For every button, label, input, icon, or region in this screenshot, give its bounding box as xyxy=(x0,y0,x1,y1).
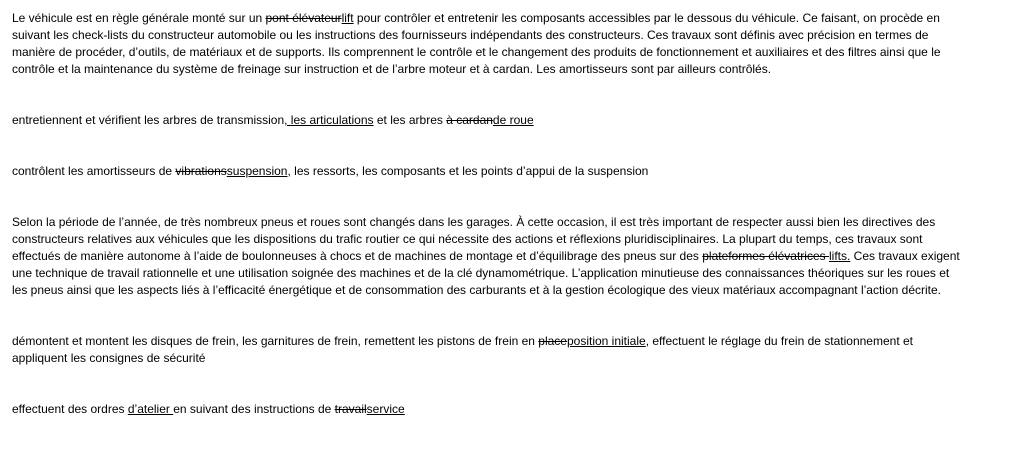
paragraph-brake-discs xyxy=(12,333,962,367)
body-text: , les ressorts, les composants et les points d’appui de la suspension xyxy=(287,164,649,178)
paragraph-intro-lift-inspection xyxy=(12,10,962,78)
paragraph-shock-absorbers xyxy=(12,163,962,180)
inserted-text: d’atelier xyxy=(127,402,174,416)
body-text: en suivant des instructions de xyxy=(173,402,335,416)
paragraph-tires-and-wheels xyxy=(12,214,962,299)
deleted-text: à cardan xyxy=(446,113,493,127)
deleted-text: vibrations xyxy=(175,164,227,178)
inserted-text: de roue xyxy=(492,113,534,127)
body-text: pour contrôler et entretenir les composants accessibles par le dessous du véhicule. Ce faisant, on procède en suivant les check-lists du constructeur automobile ou les instructions des fournisseurs indépendants des constructeurs. Ces travaux sont définis avec précision en termes de manière de procéder, d’outils, de matériaux et de supports. Ils comprennent le contrôle et le changement des produits de fonctionnement et auxiliaires et des filtres ainsi que le contrôle et la maintenance du système de freinage sur instruction et de l’arbre moteur et à cardan. Les amortisseurs sont par ailleurs contrôlés. xyxy=(12,11,944,76)
inserted-text: , les articulations xyxy=(284,113,374,127)
deleted-text: place xyxy=(538,334,567,348)
body-text: démontent et montent les disques de frein, les garnitures de frein, remettent les pistons de frein en xyxy=(12,334,539,348)
inserted-text: service xyxy=(366,402,405,416)
inserted-text: lift xyxy=(341,11,354,25)
deleted-text: plateformes élévatrices xyxy=(702,249,829,263)
inserted-text: suspension xyxy=(226,164,288,178)
deleted-text: pont élévateur xyxy=(265,11,342,25)
body-text: entretiennent et vérifient les arbres de transmission xyxy=(12,113,285,127)
paragraph-workshop-orders xyxy=(12,401,962,418)
body-text: contrôlent les amortisseurs de xyxy=(12,164,176,178)
inserted-text: lifts. xyxy=(828,249,851,263)
paragraph-transmission-shafts xyxy=(12,112,962,129)
body-text: effectuent des ordres xyxy=(12,402,128,416)
body-text: , effectuent le réglage du frein de stationnement et appliquent les consignes de sécurité xyxy=(12,334,917,365)
body-text: Le véhicule est en règle générale monté sur un xyxy=(12,11,266,25)
deleted-text: travail xyxy=(334,402,367,416)
body-text: Ces travaux exigent une technique de travail rationnelle et une utilisation soignée des machines et de la clé dynamométrique. L’application minutieuse des connaissances théoriques sur les roues et les pneus ainsi que les aspects liés à l’efficacité énergétique et de consommation des carburants et à la gestion écologique des vieux matériaux accompagnant l’action décrite. xyxy=(12,249,964,297)
body-text: Selon la période de l’année, de très nombreux pneus et roues sont changés dans les garages. À cette occasion, il est très important de respecter aussi bien les directives des constructeurs relatives aux véhicules que les dispositions du trafic routier ce qui nécessite des actions et réflexions pluridisciplinaires. La plupart du temps, ces travaux sont effectués de manière autonome à l’aide de boulonneuses à chocs et de machines de montage et d’équilibrage des pneus sur des xyxy=(12,215,939,263)
body-text: et les arbres xyxy=(373,113,447,127)
inserted-text: position initiale xyxy=(566,334,646,348)
